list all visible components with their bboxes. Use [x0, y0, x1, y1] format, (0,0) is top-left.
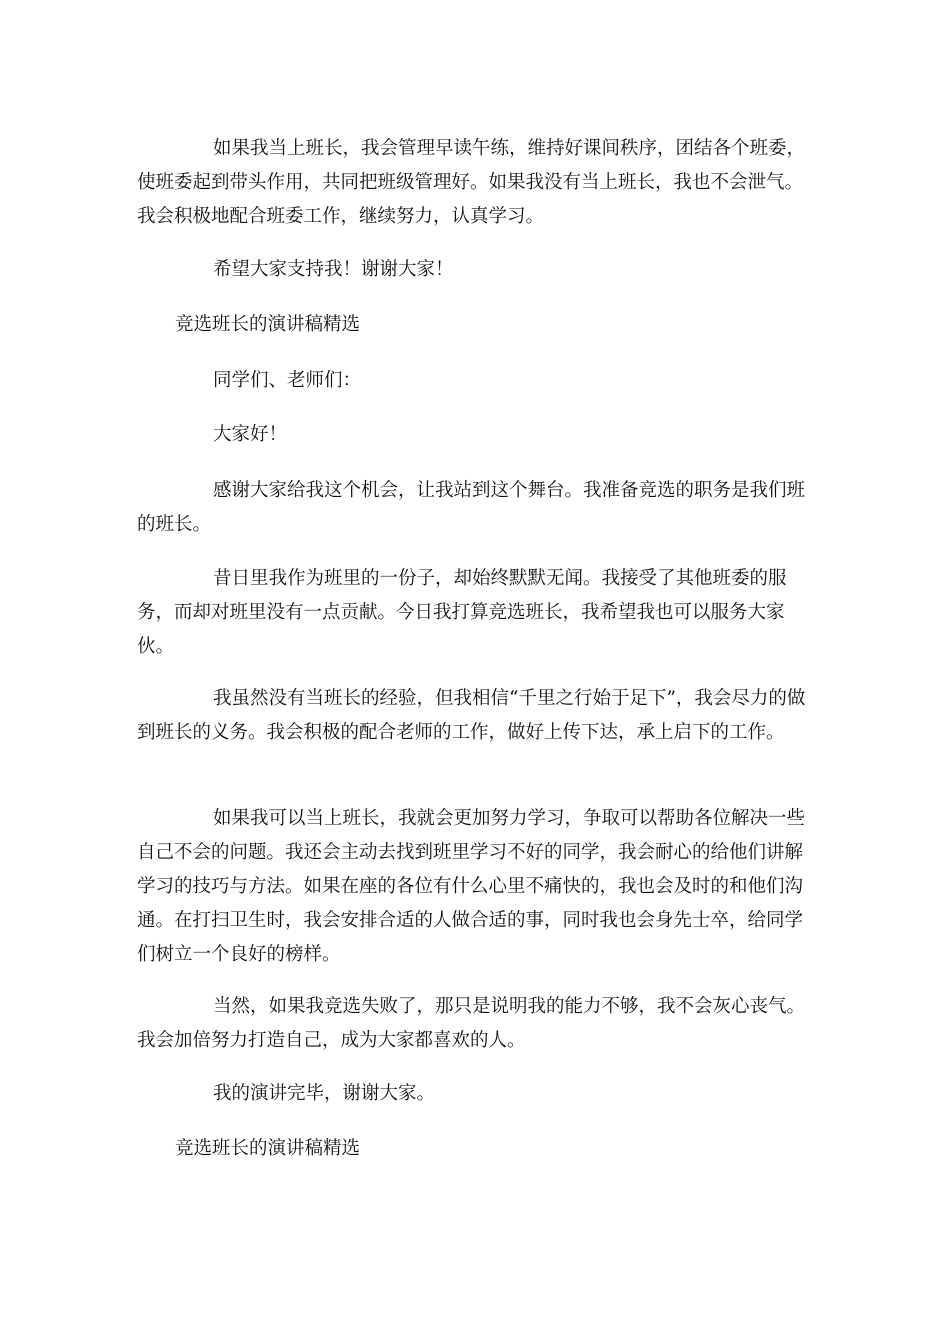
- paragraph-greeting: 大家好！: [213, 424, 288, 445]
- section-title-repeat: 竞选班长的演讲稿精选: [175, 1138, 361, 1159]
- paragraph-if-failed: 当然，如果我竞选失败了，那只是说明我的能力不够，我不会灰心丧气。我会加倍努力打造自己，成为大家都喜欢的人。: [137, 996, 806, 1051]
- paragraph-introduction: 感谢大家给我这个机会，让我站到这个舞台。我准备竞选的职务是我们班的班长。: [137, 480, 806, 535]
- paragraph-closing: 我的演讲完毕，谢谢大家。: [213, 1083, 436, 1104]
- paragraph-salutation: 同学们、老师们：: [213, 370, 362, 391]
- paragraph-experience: 我虽然没有当班长的经验，但我相信“千里之行始于足下”，我会尽力的做到班长的义务。我会积极的配合老师的工作，做好上传下达，承上启下的工作。: [137, 688, 806, 743]
- paragraph-campaign-promise: 如果我当上班长，我会管理早读午练，维持好课间秩序，团结各个班委，使班委起到带头作用，共同把班级管理好。如果我没有当上班长，我也不会泄气。我会积极地配合班委工作，继续努力，认真学习。: [137, 138, 806, 227]
- section-title: 竞选班长的演讲稿精选: [175, 314, 361, 335]
- paragraph-thanks: 希望大家支持我！谢谢大家！: [213, 259, 454, 280]
- paragraph-plans: 如果我可以当上班长，我就会更加努力学习，争取可以帮助各位解决一些自己不会的问题。我还会主动去找到班里学习不好的同学，我会耐心的给他们讲解学习的技巧与方法。如果在座的各位有什么心里不痛快的，我也会及时的和他们沟通。在打扫卫生时，我会安排合适的人做合适的事，同时我也会身先士卒，给同学们树立一个良好的榜样。: [137, 808, 806, 965]
- paragraph-background: 昔日里我作为班里的一份子，却始终默默无闻。我接受了其他班委的服务，而却对班里没有一点贡献。今日我打算竞选班长，我希望我也可以服务大家伙。: [137, 568, 787, 657]
